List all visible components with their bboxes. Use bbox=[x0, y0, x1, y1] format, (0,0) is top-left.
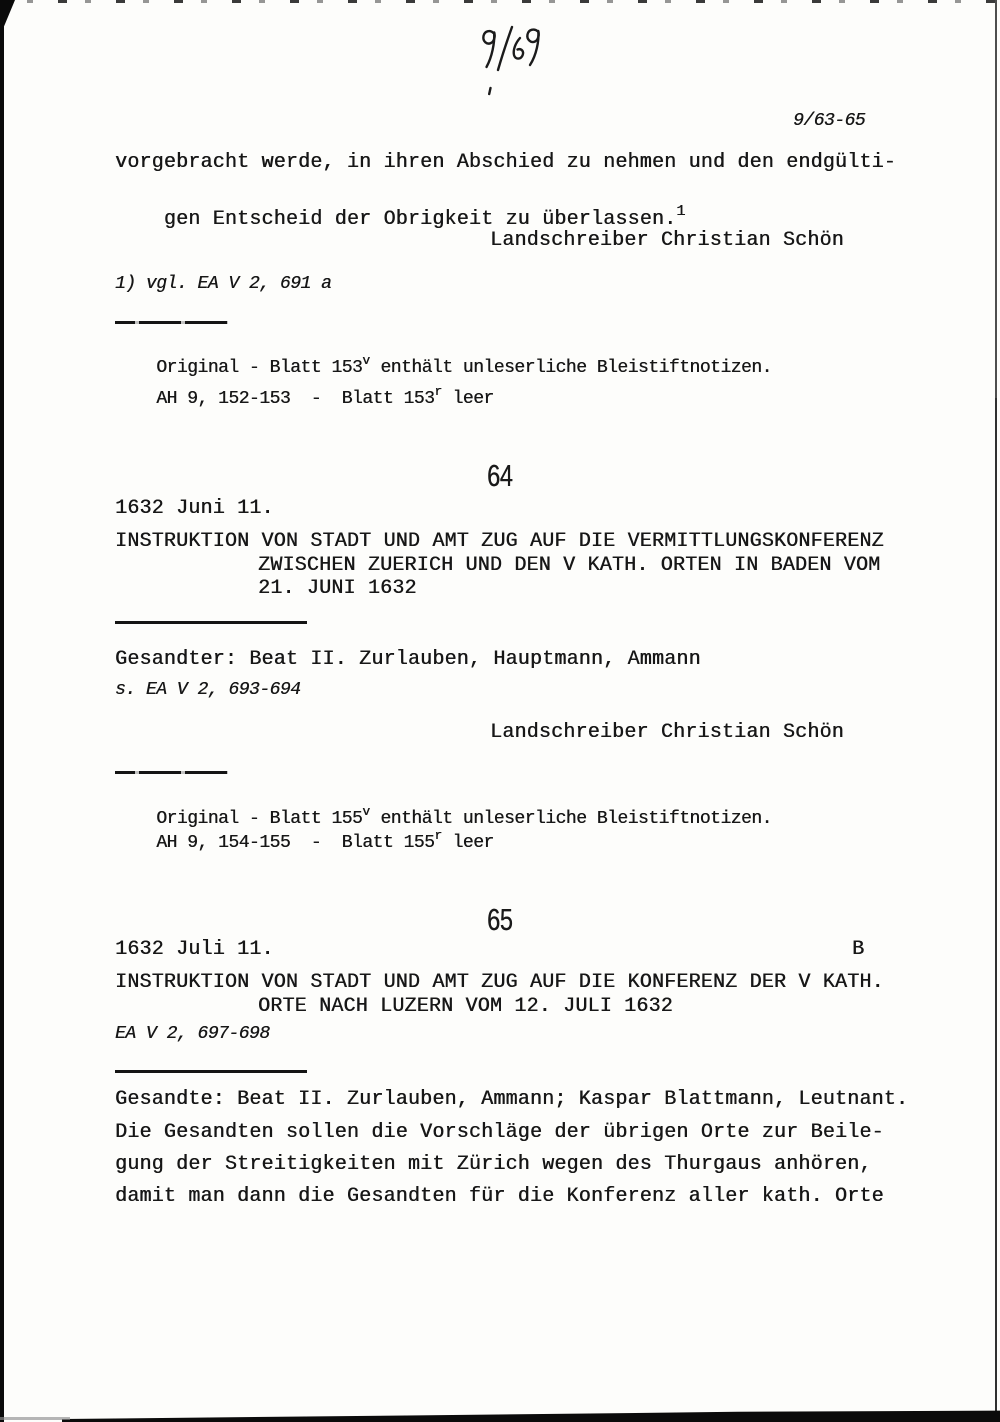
entry63-body-line: vorgebracht werde, in ihren Abschied zu nehmen und den endgülti- bbox=[115, 151, 896, 174]
entry64-source-note-ah bbox=[115, 808, 494, 876]
folio-superscript: v bbox=[362, 352, 371, 368]
entry64-envoy: Gesandter: Beat II. Zurlauben, Hauptmann, Ammann bbox=[115, 648, 701, 671]
note-text: AH 9, 154-155 - Blatt 155 bbox=[156, 832, 435, 853]
scan-border-left-artifact bbox=[0, 0, 4, 1422]
entry64-number bbox=[0, 458, 1000, 494]
note-text: Original - Blatt 155 bbox=[156, 808, 363, 829]
entry65-title-line: ORTE NACH LUZERN VOM 12. JULI 1632 bbox=[258, 995, 673, 1018]
entry64-title-line: INSTRUKTION VON STADT UND AMT ZUG AUF DIE VERMITTLUNGSKONFERENZ bbox=[115, 530, 884, 553]
entry65-archive-reference: EA V 2, 697-698 bbox=[115, 1024, 270, 1044]
note-text: AH 9, 152-153 - Blatt 153 bbox=[156, 388, 435, 409]
entry-number-text: 65 bbox=[487, 902, 513, 937]
folio-superscript: r bbox=[434, 383, 443, 399]
footnote-marker: 1 bbox=[676, 203, 686, 220]
entry64-title-line: ZWISCHEN ZUERICH UND DEN V KATH. ORTEN IN BADEN VOM bbox=[258, 554, 881, 577]
entry63-signature: Landschreiber Christian Schön bbox=[490, 229, 844, 252]
separator-rule bbox=[115, 1070, 307, 1073]
entry65-body-line: Die Gesandten sollen die Vorschläge der übrigen Orte zur Beile- bbox=[115, 1121, 884, 1144]
entry64-signature: Landschreiber Christian Schön bbox=[490, 721, 844, 744]
scan-corner-artifact bbox=[0, 0, 15, 36]
handwritten-folio-mark bbox=[476, 24, 554, 103]
separator-rule bbox=[115, 321, 228, 324]
entry65-title-line: INSTRUKTION VON STADT UND AMT ZUG AUF DIE KONFERENZ DER V KATH. bbox=[115, 971, 884, 994]
note-text: Original - Blatt 153 bbox=[156, 357, 363, 378]
note-text: enthält unleserliche Bleistiftnotizen. bbox=[370, 357, 772, 378]
entry65-envoys: Gesandte: Beat II. Zurlauben, Ammann; Kaspar Blattmann, Leutnant. bbox=[115, 1088, 909, 1111]
scan-edge-top-artifact bbox=[0, 0, 1000, 3]
scan-border-right-artifact bbox=[995, 0, 997, 1422]
folio-superscript: r bbox=[434, 827, 443, 843]
entry-number-text: 64 bbox=[487, 458, 513, 493]
handwriting-ink-icon bbox=[476, 24, 554, 98]
entry64-archive-reference: s. EA V 2, 693-694 bbox=[115, 680, 301, 700]
entry65-body-line: gung der Streitigkeiten mit Zürich wegen des Thurgaus anhören, bbox=[115, 1153, 872, 1176]
entry65-number bbox=[0, 902, 1000, 938]
folio-superscript: v bbox=[362, 803, 371, 819]
entry64-title-line: 21. JUNI 1632 bbox=[258, 577, 417, 600]
page-reference: 9/63-65 bbox=[793, 111, 866, 131]
separator-rule bbox=[115, 621, 307, 624]
entry65-marginal-letter: B bbox=[852, 938, 865, 961]
entry63-source-note-ah bbox=[115, 367, 494, 432]
entry64-date: 1632 Juni 11. bbox=[115, 497, 274, 520]
note-text: enthält unleserliche Bleistiftnotizen. bbox=[370, 808, 772, 829]
entry63-body-text: gen Entscheid der Obrigkeit zu überlassen. bbox=[163, 208, 677, 231]
scan-bar-bottom-artifact bbox=[62, 1407, 1000, 1422]
entry65-body-line: damit man dann die Gesandten für die Konferenz aller kath. Orte bbox=[115, 1185, 884, 1208]
note-text: leer bbox=[442, 832, 494, 853]
note-text: leer bbox=[442, 388, 494, 409]
scan-bar-bottom-tail-artifact bbox=[0, 1417, 70, 1420]
entry63-footnote: 1) vgl. EA V 2, 691 a bbox=[115, 274, 332, 294]
separator-rule bbox=[115, 771, 228, 774]
entry65-date: 1632 Juli 11. bbox=[115, 938, 274, 961]
